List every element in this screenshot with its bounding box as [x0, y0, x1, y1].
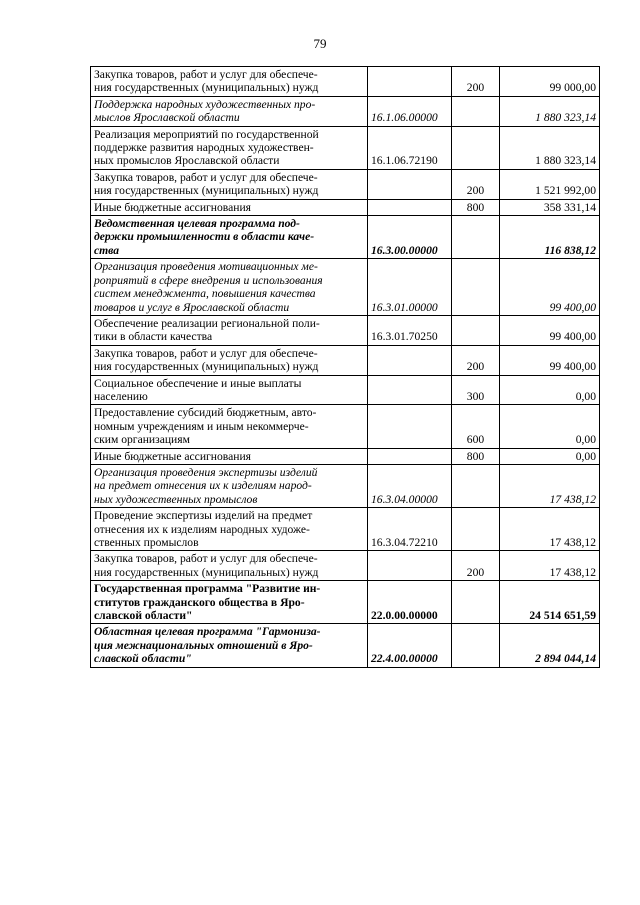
budget-table-body: [91, 67, 600, 668]
row-name-cell: Ведомственная целевая программа под- держки промышленности в области каче- ства: [91, 216, 368, 259]
row-name-cell: Государственная программа "Развитие ин- ститутов гражданского общества в Яро- славской области": [91, 581, 368, 624]
row-code-cell: [368, 345, 452, 375]
row-name-cell: Предоставление субсидий бюджетным, авто- номным учреждениям и иным некоммерче- ским организациям: [91, 405, 368, 448]
row-amount-cell: 99 400,00: [500, 345, 600, 375]
row-code-cell: [368, 169, 452, 199]
table-row: [91, 259, 600, 316]
row-name-cell: Обеспечение реализации региональной поли- тики в области качества: [91, 315, 368, 345]
row-name-cell: Организация проведения экспертизы изделий на предмет отнесения их к изделиям народ- ных художественных промыслов: [91, 464, 368, 507]
table-row: [91, 169, 600, 199]
row-code-cell: 16.3.04.72210: [368, 508, 452, 551]
row-name-cell: Социальное обеспечение и иные выплаты населению: [91, 375, 368, 405]
row-amount-cell: 1 521 992,00: [500, 169, 600, 199]
row-expense-type-cell: 200: [452, 169, 500, 199]
row-code-cell: 16.3.00.00000: [368, 216, 452, 259]
page-number: 79: [313, 36, 327, 51]
row-code-cell: [368, 375, 452, 405]
row-amount-cell: 0,00: [500, 375, 600, 405]
row-code-cell: 16.3.01.70250: [368, 315, 452, 345]
row-expense-type-cell: [452, 126, 500, 169]
row-amount-cell: 17 438,12: [500, 464, 600, 507]
row-amount-cell: 1 880 323,14: [500, 96, 600, 126]
table-row: [91, 375, 600, 405]
table-row: [91, 448, 600, 464]
row-amount-cell: 17 438,12: [500, 508, 600, 551]
row-code-cell: [368, 199, 452, 215]
budget-table: [90, 66, 600, 668]
row-code-cell: [368, 67, 452, 97]
table-row: [91, 126, 600, 169]
row-name-cell: Реализация мероприятий по государственной поддержке развития народных художествен- ных промыслов Ярославской области: [91, 126, 368, 169]
row-code-cell: 16.3.01.00000: [368, 259, 452, 316]
table-row: [91, 96, 600, 126]
row-amount-cell: 2 894 044,14: [500, 624, 600, 667]
row-expense-type-cell: [452, 464, 500, 507]
row-name-cell: Закупка товаров, работ и услуг для обеспече- ния государственных (муниципальных) нужд: [91, 67, 368, 97]
row-code-cell: [368, 448, 452, 464]
table-row: [91, 405, 600, 448]
row-amount-cell: 24 514 651,59: [500, 581, 600, 624]
row-code-cell: 16.3.04.00000: [368, 464, 452, 507]
table-row: [91, 67, 600, 97]
row-name-cell: Поддержка народных художественных про- мыслов Ярославской области: [91, 96, 368, 126]
row-name-cell: Закупка товаров, работ и услуг для обеспече- ния государственных (муниципальных) нужд: [91, 169, 368, 199]
table-row: [91, 581, 600, 624]
row-expense-type-cell: 200: [452, 67, 500, 97]
row-amount-cell: 358 331,14: [500, 199, 600, 215]
row-expense-type-cell: [452, 315, 500, 345]
row-code-cell: 16.1.06.72190: [368, 126, 452, 169]
table-row: [91, 216, 600, 259]
row-name-cell: Иные бюджетные ассигнования: [91, 448, 368, 464]
row-code-cell: [368, 551, 452, 581]
table-row: [91, 551, 600, 581]
row-amount-cell: 17 438,12: [500, 551, 600, 581]
table-row: [91, 199, 600, 215]
row-code-cell: 22.0.00.00000: [368, 581, 452, 624]
table-row: [91, 345, 600, 375]
row-amount-cell: 0,00: [500, 405, 600, 448]
row-expense-type-cell: 300: [452, 375, 500, 405]
row-name-cell: Областная целевая программа "Гармониза- ция межнациональных отношений в Яро- славской области": [91, 624, 368, 667]
table-row: [91, 315, 600, 345]
row-expense-type-cell: [452, 96, 500, 126]
row-expense-type-cell: 600: [452, 405, 500, 448]
row-amount-cell: 99 000,00: [500, 67, 600, 97]
row-amount-cell: 99 400,00: [500, 315, 600, 345]
table-row: [91, 624, 600, 667]
row-amount-cell: 116 838,12: [500, 216, 600, 259]
row-amount-cell: 99 400,00: [500, 259, 600, 316]
row-amount-cell: 0,00: [500, 448, 600, 464]
row-expense-type-cell: 800: [452, 199, 500, 215]
row-expense-type-cell: [452, 624, 500, 667]
row-name-cell: Проведение экспертизы изделий на предмет отнесения их к изделиям народных художе- ственных промыслов: [91, 508, 368, 551]
row-expense-type-cell: 200: [452, 345, 500, 375]
row-name-cell: Закупка товаров, работ и услуг для обеспече- ния государственных (муниципальных) нужд: [91, 551, 368, 581]
row-expense-type-cell: [452, 216, 500, 259]
row-name-cell: Закупка товаров, работ и услуг для обеспече- ния государственных (муниципальных) нужд: [91, 345, 368, 375]
row-amount-cell: 1 880 323,14: [500, 126, 600, 169]
row-expense-type-cell: 200: [452, 551, 500, 581]
row-code-cell: [368, 405, 452, 448]
row-code-cell: 22.4.00.00000: [368, 624, 452, 667]
row-expense-type-cell: [452, 508, 500, 551]
row-name-cell: Организация проведения мотивационных ме- роприятий в сфере внедрения и использования систем менеджмента, повышения качества товаров и услуг в Ярославской области: [91, 259, 368, 316]
table-row: [91, 464, 600, 507]
row-code-cell: 16.1.06.00000: [368, 96, 452, 126]
row-expense-type-cell: [452, 581, 500, 624]
table-row: [91, 508, 600, 551]
row-name-cell: Иные бюджетные ассигнования: [91, 199, 368, 215]
row-expense-type-cell: 800: [452, 448, 500, 464]
row-expense-type-cell: [452, 259, 500, 316]
